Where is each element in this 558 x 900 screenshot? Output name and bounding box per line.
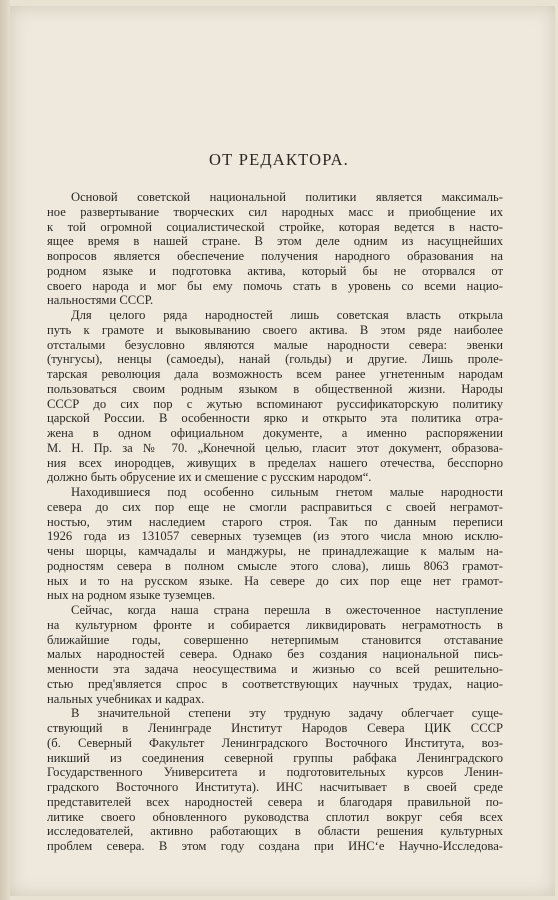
text-line: должно быть обрусение их и смешение с русским народом“. <box>47 470 372 485</box>
text-line: Для целого ряда народностей лишь советская власть открыла <box>71 308 503 322</box>
text-line: (б. Северный Факультет Ленинградского Восточного Института, воз- <box>47 735 503 750</box>
page-title: ОТ РЕДАКТОРА. <box>208 150 350 169</box>
text-line: исследователей, активно работающих в области решения культурных <box>47 824 503 839</box>
text-line: представителей всех народностей севера и благодаря правильной по- <box>47 794 503 809</box>
text-line: ближайшие годы, совершенно нетерпимым становится отставание <box>47 632 503 647</box>
text-line: малых народностей севера. Однако без создания национальной пись- <box>47 647 503 662</box>
text-line: литике своего обновленного руководства сплотил вокруг себя всех <box>47 809 503 824</box>
text-line: градского Восточного Института). ИНС насчитывает в своей среде <box>47 780 503 794</box>
text-line: пользоваться своим родным языком в общественной жизни. Народы <box>47 381 503 396</box>
text-line: на культурном фронте и собирается ликвидировать неграмотность в <box>47 617 503 632</box>
text-line: проблем севера. В этом году создана при ИНС‘е Научно-Исследова- <box>47 839 503 853</box>
text-line: менности эта задача неосуществима и жизнью со всей решительно- <box>47 662 503 676</box>
text-line: чены шорцы, камчадалы и манджуры, не принадлежащие к малым на- <box>47 544 503 558</box>
text-line: Основой советской национальной политики является максималь- <box>71 190 503 204</box>
text-line: ствующий в Ленинграде Институт Народов Севера ЦИК СССР <box>47 721 503 735</box>
text-line: царской России. В особенности ярко и открыто эта политика отра- <box>47 411 503 426</box>
text-line: ностью, этим наследием старого строя. Так по данным переписи <box>47 514 503 529</box>
text-line: своего народа и мог бы ему помочь стать в уровень со всеми нацио- <box>47 278 503 293</box>
text-line: 1926 года из 131057 северных туземцев (из этого числа мною исклю- <box>47 529 503 544</box>
text-line: М. Н. Пр. за № 70. „Конечной целью, гласит этот документ, образова- <box>47 440 503 455</box>
text-line: вопросов является обеспечение получения народного образования на <box>47 249 503 263</box>
text-line: жена в одном официальном документе, а именно распоряжении <box>47 426 503 440</box>
text-line: нальных учебниках и кадрах. <box>47 691 205 706</box>
paragraph <box>47 485 503 603</box>
text-line: ных на родном языке туземцев. <box>47 588 216 603</box>
text-line: стью пред'является спрос в соответствующих научных трудах, нацио- <box>47 676 503 691</box>
text-line: ных и то на русском языке. На севере до сих пор еще нет грамот- <box>47 573 503 588</box>
text-line: Находившиеся под особенно сильным гнетом малые народности <box>71 485 503 499</box>
text-line: ящее время в нашей стране. В этом деле одним из насущнейших <box>47 234 503 249</box>
text-line: ное развертывание творческих сил народных масс и приобщение их <box>47 204 503 219</box>
text-line: Сейчас, когда наша страна перешла в ожесточенное наступление <box>71 603 503 617</box>
text-line: нальностями СССР. <box>47 293 154 308</box>
text-line: родностям севера в полном смысле этого слова), лишь 8063 грамот- <box>47 558 503 573</box>
text-line: В значительной степени эту трудную задачу облегчает суще- <box>71 706 503 721</box>
text-line: ния всех инородцев, живущих в пределах нашего отечества, бесспорно <box>47 455 503 470</box>
text-line: тарская революция дала возможность всем ранее угнетенным народам <box>47 367 503 381</box>
text-line: родном языке и подготовка актива, который бы не оторвался от <box>47 263 503 278</box>
text-line: СССР до сих пор с жутью вспоминают руссификаторскую политику <box>47 396 503 411</box>
paragraph <box>47 706 503 854</box>
text-line: Государственного Университета и подготовительных курсов Ленин- <box>47 765 503 780</box>
text-line: отсталыми безусловно являются малые народности севера: эвенки <box>47 337 503 352</box>
text-line: севера до сих пор еще не смогли расправиться с своей неграмот- <box>47 499 503 514</box>
paragraph <box>47 190 503 308</box>
text-line: (тунгусы), ненцы (самоеды), нанай (гольды) и другие. Лишь проле- <box>47 352 503 367</box>
text-line: никший из соединения северной группы рабфака Ленинградского <box>47 750 503 765</box>
text-line: путь к грамоте и выковыванию своего актива. В этом ряде наиболее <box>47 322 503 337</box>
body-text <box>47 190 503 854</box>
paragraph <box>47 603 503 706</box>
page-edge <box>0 0 10 900</box>
paragraph <box>47 308 503 485</box>
text-line: к той огромной социалистической стройке, которая ведется в насто- <box>47 219 503 234</box>
